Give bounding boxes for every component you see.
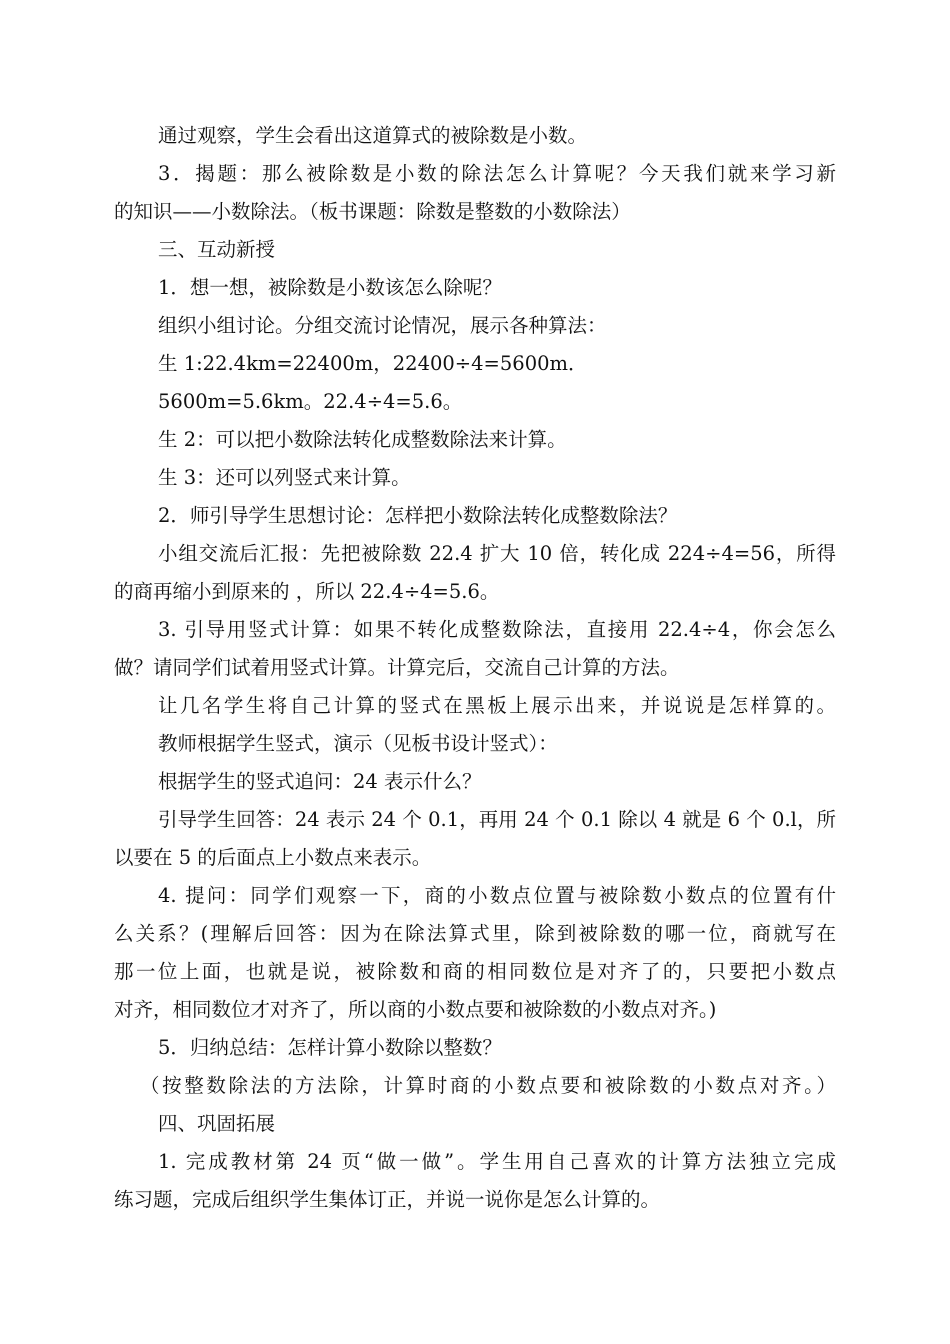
- paragraph-line: 小组交流后汇报：先把被除数 22.4 扩大 10 倍，转化成 224÷4=56，所得: [158, 542, 836, 565]
- paragraph-line: 那一位上面，也就是说，被除数和商的相同数位是对齐了的，只要把小数点: [114, 960, 836, 983]
- paragraph-line: 么关系？(理解后回答：因为在除法算式里，除到被除数的哪一位，商就写在: [114, 922, 836, 945]
- paragraph-line: 5600m=5.6km。22.4÷4=5.6。: [158, 390, 463, 413]
- paragraph-line: 的商再缩小到原来的 ，所以 22.4÷4=5.6。: [114, 580, 500, 603]
- paragraph-line: （按整数除法的方法除，计算时商的小数点要和被除数的小数点对齐。）: [140, 1074, 836, 1097]
- paragraph-line: 练习题，完成后组织学生集体订正，并说一说你是怎么计算的。: [114, 1188, 661, 1211]
- paragraph-line: 3．揭题：那么被除数是小数的除法怎么计算呢？今天我们就来学习新: [158, 162, 836, 185]
- paragraph-line: 生 3：还可以列竖式来计算。: [158, 466, 411, 489]
- paragraph-line: 组织小组讨论。分组交流讨论情况，展示各种算法：: [158, 314, 607, 337]
- paragraph-line: 2．师引导学生思想讨论：怎样把小数除法转化成整数除法？: [158, 504, 678, 527]
- paragraph-line: 生 1:22.4km=22400m，22400÷4=5600m．: [158, 352, 588, 375]
- paragraph-line: 以要在 5 的后面点上小数点来表示。: [114, 846, 432, 869]
- paragraph-line: 根据学生的竖式追问：24 表示什么？: [158, 770, 482, 793]
- paragraph-line: 的知识——小数除法。（板书课题：除数是整数的小数除法）: [114, 200, 631, 223]
- paragraph-line: 1．想一想，被除数是小数该怎么除呢？: [158, 276, 502, 299]
- paragraph-line: 引导学生回答：24 表示 24 个 0.1，再用 24 个 0.1 除以 4 就是 6 个 0.l，所: [158, 808, 836, 831]
- paragraph-line: 生 2：可以把小数除法转化成整数除法来计算。: [158, 428, 567, 451]
- paragraph-line: 5．归纳总结：怎样计算小数除以整数？: [158, 1036, 502, 1059]
- paragraph-line: 3. 引导用竖式计算：如果不转化成整数除法，直接用 22.4÷4，你会怎么: [158, 618, 836, 641]
- paragraph-line: 4. 提问：同学们观察一下，商的小数点位置与被除数小数点的位置有什: [158, 884, 836, 907]
- section-heading: 四、巩固拓展: [158, 1112, 276, 1135]
- paragraph-line: 1. 完成教材第 24 页“做一做”。学生用自己喜欢的计算方法独立完成: [158, 1150, 836, 1173]
- paragraph-line: 让几名学生将自己计算的竖式在黑板上展示出来，并说说是怎样算的。: [158, 694, 836, 717]
- paragraph-line: 教师根据学生竖式，演示（见板书设计竖式）：: [158, 732, 558, 755]
- section-heading: 三、互动新授: [158, 238, 276, 261]
- paragraph-line: 对齐，相同数位才对齐了，所以商的小数点要和被除数的小数点对齐。): [114, 998, 717, 1021]
- paragraph-line: 通过观察，学生会看出这道算式的被除数是小数。: [158, 124, 588, 147]
- document-body: [114, 117, 836, 1219]
- paragraph-line: 做？请同学们试着用竖式计算。计算完后，交流自己计算的方法。: [114, 656, 680, 679]
